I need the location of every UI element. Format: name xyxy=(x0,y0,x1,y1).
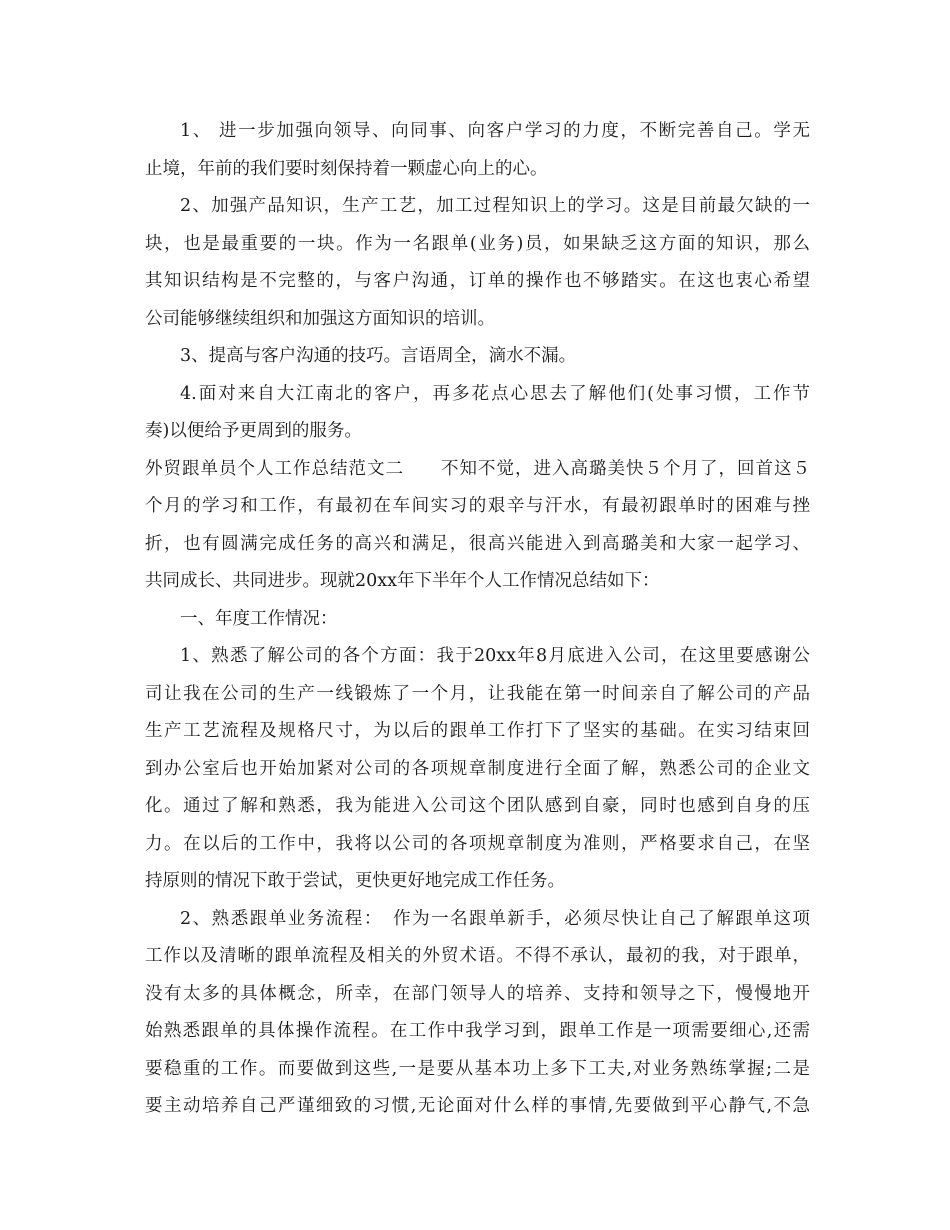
text-line: 1、 进一步加强向领导、向同事、向客户学习的力度，不断完善自己。学无 xyxy=(180,121,810,141)
text-line: 力。在以后的工作中，我将以公司的各项规章制度为准则，严格要求自己，在坚 xyxy=(145,833,810,854)
text-line: 止境，年前的我们要时刻保持着一颗虚心向上的心。 xyxy=(145,158,548,179)
text-line: 生产工艺流程及规格尺寸，为以后的跟单工作打下了坚实的基础。在实习结束回 xyxy=(145,721,810,741)
text-line: 1、熟悉了解公司的各个方面：我于20xx年8月底进入公司，在这里要感谢公 xyxy=(180,646,810,666)
text-line: 4.面对来自大江南北的客户，再多花点心思去了解他们(处事习惯，工作节 xyxy=(180,383,810,404)
text-line: 折，也有圆满完成任务的高兴和满足，很高兴能进入到高璐美和大家一起学习、 xyxy=(145,533,810,554)
text-line: 到办公室后也开始加紧对公司的各项规章制度进行全面了解，熟悉公司的企业文 xyxy=(145,758,810,779)
text-line: 始熟悉跟单的具体操作流程。在工作中我学习到，跟单工作是一项需要细心,还需 xyxy=(145,1021,810,1041)
text-line: 要主动培养自己严谨细致的习惯,无论面对什么样的事情,先要做到平心静气,不急 xyxy=(145,1096,810,1116)
text-line: 奏)以便给予更周到的服务。 xyxy=(145,421,362,441)
text-line: 外贸跟单员个人工作总结范文二 不知不觉，进入高璐美快５个月了，回首这５ xyxy=(145,458,810,479)
text-line: 共同成长、共同进步。现就20xx年下半年个人工作情况总结如下： xyxy=(145,571,660,591)
text-line: 司让我在公司的生产一线锻炼了一个月，让我能在第一时间亲自了解公司的产品 xyxy=(145,683,810,704)
text-line: 要稳重的工作。而要做到这些,一是要从基本功上多下工夫,对业务熟练掌握;二是 xyxy=(145,1058,810,1079)
text-line: 3、提高与客户沟通的技巧。言语周全，滴水不漏。 xyxy=(180,346,577,366)
text-line: 其知识结构是不完整的，与客户沟通，订单的操作也不够踏实。在这也衷心希望 xyxy=(145,271,810,291)
text-line: 没有太多的具体概念，所幸，在部门领导人的培养、支持和领导之下，慢慢地开 xyxy=(145,983,810,1004)
text-line: 个月的学习和工作，有最初在车间实习的艰辛与汗水，有最初跟单时的困难与挫 xyxy=(145,496,810,516)
body-text xyxy=(145,113,810,1126)
text-line: 工作以及清晰的跟单流程及相关的外贸术语。不得不承认，最初的我，对于跟单， xyxy=(145,946,810,966)
text-line: 化。通过了解和熟悉，我为能进入公司这个团队感到自豪，同时也感到自身的压 xyxy=(145,796,810,816)
text-line: 公司能够继续组织和加强这方面知识的培训。 xyxy=(145,308,495,329)
text-line: 2、加强产品知识，生产工艺，加工过程知识上的学习。这是目前最欠缺的一 xyxy=(180,196,810,216)
text-line: 块，也是最重要的一块。作为一名跟单(业务)员，如果缺乏这方面的知识，那么 xyxy=(145,233,810,254)
text-line: 持原则的情况下敢于尝试，更快更好地完成工作任务。 xyxy=(145,871,565,891)
text-line: 一、年度工作情况： xyxy=(180,608,338,629)
text-line: 2、熟悉跟单业务流程： 作为一名跟单新手，必须尽快让自己了解跟单这项 xyxy=(180,908,810,929)
